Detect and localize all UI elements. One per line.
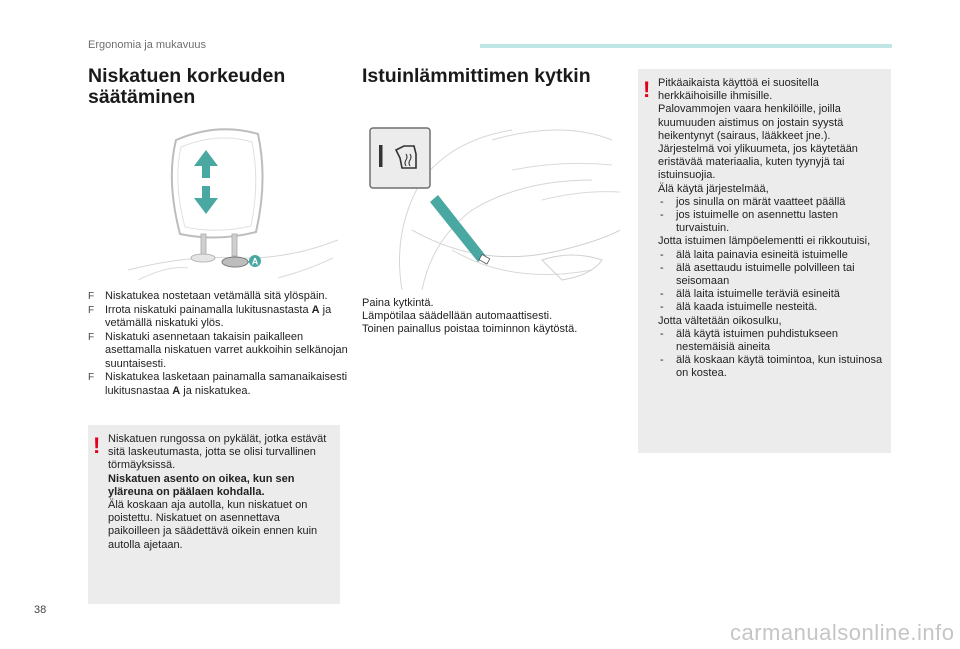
list-item: - älä kaada istuimelle nesteitä.	[660, 301, 818, 314]
list-item: F Irrota niskatuki painamalla lukitusnastasta A ja vetämällä niskatuki ylös.	[88, 303, 332, 329]
list-item: - jos istuimelle on asennettu lasten turvaistuin.	[660, 209, 839, 235]
seat-heater-instructions: Paina kytkintä. Lämpötilaa säädellään automaattisesti. Toinen painallus poistaa toiminnon käytöstä.	[362, 297, 578, 336]
list-item: - älä käytä istuimen puhdistukseen nestemäisiä aineita	[660, 327, 839, 354]
list-item: - älä laita painavia esineitä istuimelle	[660, 248, 848, 261]
list-item: - älä laita istuimelle teräviä esineitä	[660, 288, 840, 301]
warning-icon: !	[93, 433, 101, 458]
list-item: - jos sinulla on märät vaatteet päällä	[660, 195, 846, 208]
warning-icon: !	[643, 77, 651, 102]
page-number: 38	[34, 604, 47, 616]
headrest-title: Niskatuen korkeuden säätäminen	[88, 65, 286, 108]
list-item: F Niskatukea nostetaan vetämällä sitä ylöspäin.	[88, 290, 328, 302]
list-item: F Niskatuki asennetaan takaisin paikalleen asettamalla niskatuen varret aukkoihin selkänojan suuntaisesti.	[88, 330, 348, 370]
seat-heater-illustration	[362, 110, 620, 290]
headrest-instructions	[88, 290, 348, 398]
callout-a-label: A	[251, 256, 259, 267]
seat-heater-title: Istuinlämmittimen kytkin	[362, 65, 591, 87]
headrest-warning-box: ! Niskatuen rungossa on pykälät, jotka estävät sitä laskeutumasta, jotta se olisi turvallinen törmäyksissä. Niskatuen asento on oikea, kun sen yläreuna on päälaen kohdalla. Älä koskaan aja autolla, kun niskatuet on poistettu. Niskatuet on asennettava paikoilleen ja säädettävä oikein ennen kuin autolla ajetaan.	[88, 425, 340, 604]
watermark: carmanualsonline.info	[730, 620, 955, 645]
header-accent-bar	[480, 44, 892, 48]
list-item: F Niskatukea lasketaan painamalla samanaikaisesti lukitusnastaa A ja niskatukea.	[88, 371, 348, 397]
list-item: - älä asettaudu istuimelle polvilleen tai seisomaan	[660, 261, 855, 288]
seat-heater-warning-box: ! Pitkäaikaista käyttöä ei suositella herkkäihoisille ihmisille. Palovammojen vaara henkilöille, joilla kuumuuden aistimus on jostain syystä heikentynyt (sairaus, lääkkeet jne.). Järjestelmä voi ylikuumeta, jos käytetään eristävää materiaalia, kuten tyynyjä tai istuinsuojia. Älä käytä järjestelmää, - jos sinulla on märät vaatteet päällä - jos istuimelle on asennettu lasten turvaistuin. Jotta istuimen lämpöelementti ei rikkoutuisi, - älä laita painavia esineitä istuimelle - älä asettaudu istuimelle polvilleen tai seisomaan - älä laita istuimelle teräviä esineitä - älä kaada istuimelle nesteitä. Jotta vältetään oikosulku, - älä käytä istuimen puhdistukseen nestemäisiä aineita - älä koskaan käytä toimintoa, kun istuinosa on kostea.	[638, 69, 891, 453]
list-item: - älä koskaan käytä toimintoa, kun istuinosa on kostea.	[660, 354, 883, 380]
section-title: Ergonomia ja mukavuus	[88, 39, 207, 51]
headrest-illustration	[128, 120, 338, 280]
